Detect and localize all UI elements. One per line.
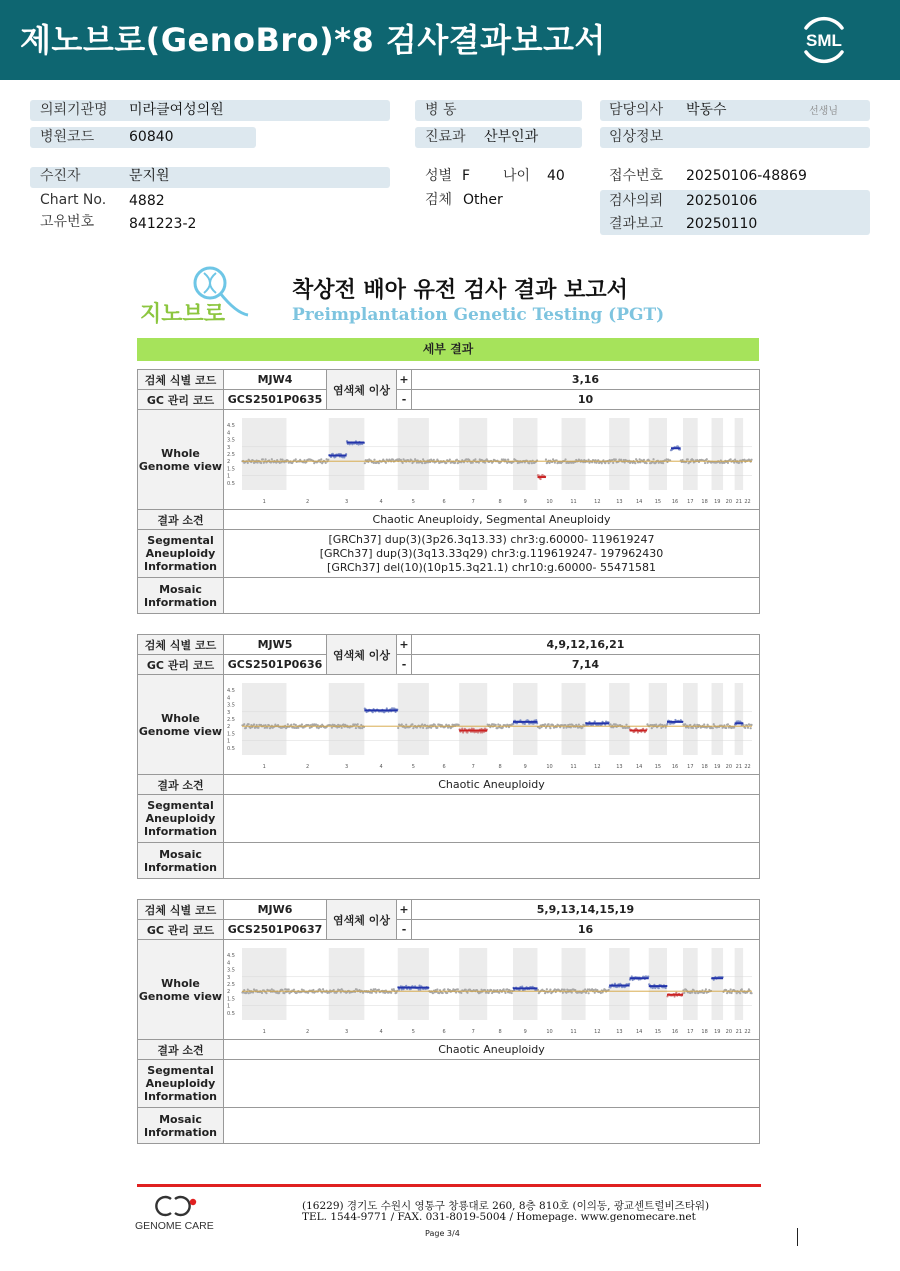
chromosome-label: 3 bbox=[344, 763, 349, 770]
chromosome-label: 5 bbox=[411, 1028, 415, 1035]
chromosome-label: 2 bbox=[306, 1028, 310, 1035]
gc-code-label: GC 관리 코드 bbox=[138, 390, 224, 410]
chromosome-label: 18 bbox=[701, 498, 708, 505]
report-title: 착상전 배아 유전 검사 결과 보고서 bbox=[292, 278, 628, 303]
receipt-value: 20250106-48869 bbox=[686, 168, 807, 184]
chromosome-label: 21 bbox=[735, 763, 743, 770]
request-date-label: 검사의뢰 bbox=[609, 193, 664, 209]
specimen-value: Other bbox=[463, 192, 503, 208]
whole-genome-label: Whole Genome view bbox=[138, 940, 224, 1040]
finding-label: 결과 소견 bbox=[138, 510, 224, 530]
minus-sign: - bbox=[397, 390, 412, 410]
chromosome-band bbox=[562, 948, 586, 1020]
chromosome-label: 12 bbox=[594, 498, 601, 505]
y-tick-label: 4.5 bbox=[227, 687, 235, 694]
chromosome-label: 11 bbox=[570, 1028, 577, 1035]
y-tick-label: 4.5 bbox=[227, 952, 235, 959]
chromosome-label: 7 bbox=[471, 498, 475, 505]
chromosome-label: 6 bbox=[442, 763, 446, 770]
chromosome-band bbox=[329, 683, 365, 755]
loss-chromosomes: 16 bbox=[412, 920, 760, 940]
chromosome-band bbox=[513, 683, 537, 755]
chromosome-band bbox=[398, 683, 429, 755]
chart-no-value: 4882 bbox=[129, 193, 165, 209]
y-tick-label: 1 bbox=[227, 1003, 231, 1010]
chromosome-label: 19 bbox=[714, 763, 721, 770]
report-subtitle: Preimplantation Genetic Testing (PGT) bbox=[292, 305, 665, 325]
header-bar bbox=[0, 0, 900, 80]
chromosome-band bbox=[712, 683, 724, 755]
y-tick-label: 2 bbox=[227, 988, 231, 995]
chromosome-label: 21 bbox=[735, 1028, 743, 1035]
chromosome-label: 1 bbox=[262, 763, 266, 770]
chromosome-band bbox=[562, 418, 586, 490]
y-tick-label: 4 bbox=[227, 429, 231, 436]
footer-contact: TEL. 1544-9771 / FAX. 031-8019-5004 / Homepage. www.genomecare.net bbox=[302, 1211, 696, 1223]
segmental-line: [GRCh37] del(10)(10p15.3q21.1) chr10:g.60000- 55471581 bbox=[327, 560, 656, 574]
segmental-line: [GRCh37] dup(3)(3q13.33q29) chr3:g.119619247- 197962430 bbox=[319, 546, 664, 560]
y-tick-label: 2 bbox=[227, 723, 231, 730]
y-tick-label: 1 bbox=[227, 473, 231, 480]
sex-label: 성별 bbox=[425, 168, 453, 184]
chromosome-label: 20 bbox=[725, 1028, 733, 1035]
chromosome-label: 1 bbox=[262, 1028, 266, 1035]
chromosome-label: 14 bbox=[635, 763, 643, 770]
copy-number-points bbox=[241, 707, 752, 733]
chromosome-label: 22 bbox=[744, 763, 751, 770]
chromosome-label: 10 bbox=[546, 763, 553, 770]
whole-genome-plot bbox=[226, 942, 756, 1038]
text-cursor bbox=[797, 1228, 798, 1246]
chromosome-band bbox=[459, 683, 487, 755]
chromosome-band bbox=[242, 418, 287, 490]
chromosome-label: 6 bbox=[442, 1028, 446, 1035]
mosaic-info bbox=[224, 843, 760, 879]
chromosome-band bbox=[683, 683, 698, 755]
report-header-title: 제노브로(GenoBro)*8 검사결과보고서 bbox=[20, 21, 606, 59]
chromosome-band bbox=[712, 948, 724, 1020]
chromosome-label: 19 bbox=[714, 1028, 721, 1035]
plus-sign: + bbox=[397, 370, 412, 390]
uid-value: 841223-2 bbox=[129, 216, 197, 232]
chromosome-label: 13 bbox=[616, 1028, 623, 1035]
chromosome-band bbox=[513, 418, 537, 490]
chromosome-label: 10 bbox=[546, 498, 553, 505]
chromosome-label: 14 bbox=[635, 498, 643, 505]
chromosome-label: 8 bbox=[498, 498, 502, 505]
y-tick-label: 4 bbox=[227, 694, 231, 701]
chromosome-band bbox=[735, 418, 743, 490]
chromosome-label: 2 bbox=[306, 763, 310, 770]
patient-value: 문지원 bbox=[129, 168, 170, 184]
sample-table bbox=[137, 634, 760, 879]
chromosome-label: 17 bbox=[687, 763, 694, 770]
chromosome-label: 15 bbox=[654, 1028, 662, 1035]
segmental-info bbox=[224, 530, 760, 578]
genobro-logo bbox=[138, 263, 254, 327]
chromosome-label: 5 bbox=[411, 763, 415, 770]
chromosome-band bbox=[609, 683, 629, 755]
y-tick-label: 3 bbox=[227, 444, 231, 451]
sample-table bbox=[137, 899, 760, 1144]
sml-logo-text: SML bbox=[806, 31, 842, 50]
chromosome-band bbox=[735, 948, 743, 1020]
chromosome-label: 9 bbox=[523, 498, 527, 505]
whole-genome-plot bbox=[226, 412, 756, 508]
loss-chromosomes: 7,14 bbox=[412, 655, 760, 675]
genome-care-logo bbox=[135, 1193, 227, 1233]
mosaic-label: Mosaic Information bbox=[138, 1108, 224, 1144]
chromosome-label: 15 bbox=[654, 763, 662, 770]
footer-divider bbox=[137, 1184, 761, 1187]
chromosome-label: 15 bbox=[654, 498, 662, 505]
chromosome-label: 16 bbox=[671, 763, 679, 770]
sample-code-value: MJW4 bbox=[224, 370, 327, 390]
finding-label: 결과 소견 bbox=[138, 775, 224, 795]
y-tick-label: 1.5 bbox=[227, 465, 235, 472]
hospital-code-value: 60840 bbox=[129, 129, 174, 145]
specimen-label: 검체 bbox=[425, 192, 453, 208]
sex-value: F bbox=[462, 168, 471, 184]
age-label: 나이 bbox=[503, 168, 531, 184]
age-value: 40 bbox=[547, 168, 565, 184]
detail-results-header: 세부 결과 bbox=[137, 338, 759, 361]
chromosome-label: 21 bbox=[735, 498, 743, 505]
finding-value: Chaotic Aneuploidy, Segmental Aneuploidy bbox=[224, 510, 760, 530]
y-tick-label: 3 bbox=[227, 974, 231, 981]
chromosome-band bbox=[649, 418, 667, 490]
plus-sign: + bbox=[397, 635, 412, 655]
y-tick-label: 3 bbox=[227, 709, 231, 716]
chromosome-band bbox=[459, 948, 487, 1020]
minus-sign: - bbox=[397, 920, 412, 940]
chromosome-label: 3 bbox=[344, 498, 349, 505]
sample-table bbox=[137, 369, 760, 614]
copy-number-points bbox=[241, 439, 752, 479]
doctor-label: 담당의사 bbox=[609, 102, 664, 118]
chromosome-label: 6 bbox=[442, 498, 446, 505]
chromosome-band bbox=[562, 683, 586, 755]
chrom-abnormality-label: 염색체 이상 bbox=[327, 635, 397, 675]
chromosome-label: 17 bbox=[687, 1028, 694, 1035]
chromosome-band bbox=[683, 948, 698, 1020]
whole-genome-label: Whole Genome view bbox=[138, 410, 224, 510]
ward-label: 병 동 bbox=[425, 102, 457, 118]
chromosome-band bbox=[459, 418, 487, 490]
clinical-label: 임상정보 bbox=[609, 129, 664, 145]
whole-genome-plot bbox=[226, 677, 756, 773]
chromosome-label: 11 bbox=[570, 498, 577, 505]
y-tick-label: 4 bbox=[227, 959, 231, 966]
chromosome-label: 18 bbox=[701, 1028, 708, 1035]
receipt-label: 접수번호 bbox=[609, 168, 664, 184]
chromosome-band bbox=[735, 683, 743, 755]
chromosome-band bbox=[242, 948, 287, 1020]
mosaic-label: Mosaic Information bbox=[138, 578, 224, 614]
chromosome-band bbox=[513, 948, 537, 1020]
gc-code-value: GCS2501P0637 bbox=[224, 920, 327, 940]
chromosome-label: 20 bbox=[725, 498, 733, 505]
chromosome-label: 13 bbox=[616, 498, 623, 505]
chromosome-label: 3 bbox=[344, 1028, 349, 1035]
gain-chromosomes: 3,16 bbox=[412, 370, 760, 390]
plus-sign: + bbox=[397, 900, 412, 920]
chromosome-band bbox=[712, 418, 724, 490]
chart-no-label: Chart No. bbox=[40, 192, 107, 208]
doctor-suffix: 선생님 bbox=[809, 106, 838, 117]
genobro-logo-text: 지노브로 bbox=[140, 302, 226, 327]
chromosome-label: 7 bbox=[471, 763, 475, 770]
chromosome-label: 14 bbox=[635, 1028, 643, 1035]
dept-label: 진료과 bbox=[425, 129, 466, 145]
chromosome-label: 4 bbox=[379, 763, 383, 770]
chromosome-label: 11 bbox=[570, 763, 577, 770]
gc-code-label: GC 관리 코드 bbox=[138, 655, 224, 675]
y-tick-label: 2.5 bbox=[227, 451, 235, 458]
chromosome-band bbox=[609, 418, 629, 490]
segmental-label: Segmental Aneuploidy Information bbox=[138, 1060, 224, 1108]
chrom-abnormality-label: 염색체 이상 bbox=[327, 900, 397, 940]
report-date-label: 결과보고 bbox=[609, 216, 664, 232]
gain-chromosomes: 4,9,12,16,21 bbox=[412, 635, 760, 655]
chromosome-label: 9 bbox=[523, 1028, 527, 1035]
y-tick-label: 3.5 bbox=[227, 967, 235, 974]
segmental-info bbox=[224, 795, 760, 843]
y-tick-label: 3.5 bbox=[227, 437, 235, 444]
segmental-label: Segmental Aneuploidy Information bbox=[138, 795, 224, 843]
chromosome-label: 22 bbox=[744, 1028, 751, 1035]
patient-label: 수진자 bbox=[40, 168, 81, 184]
loss-chromosomes: 10 bbox=[412, 390, 760, 410]
minus-sign: - bbox=[397, 655, 412, 675]
mosaic-info bbox=[224, 578, 760, 614]
chromosome-band bbox=[649, 948, 667, 1020]
hospital-code-label: 병원코드 bbox=[40, 129, 95, 145]
finding-label: 결과 소견 bbox=[138, 1040, 224, 1060]
segmental-line: [GRCh37] dup(3)(3p26.3q13.33) chr3:g.60000- 119619247 bbox=[328, 532, 655, 546]
chromosome-label: 16 bbox=[671, 498, 679, 505]
gc-code-value: GCS2501P0635 bbox=[224, 390, 327, 410]
y-tick-label: 3.5 bbox=[227, 702, 235, 709]
chromosome-label: 4 bbox=[379, 498, 383, 505]
request-date-value: 20250106 bbox=[686, 193, 758, 209]
y-tick-label: 2.5 bbox=[227, 716, 235, 723]
finding-value: Chaotic Aneuploidy bbox=[224, 1040, 760, 1060]
mosaic-info bbox=[224, 1108, 760, 1144]
chromosome-label: 18 bbox=[701, 763, 708, 770]
gc-code-value: GCS2501P0636 bbox=[224, 655, 327, 675]
chromosome-label: 4 bbox=[379, 1028, 383, 1035]
chromosome-label: 19 bbox=[714, 498, 721, 505]
chromosome-label: 16 bbox=[671, 1028, 679, 1035]
y-tick-label: 1 bbox=[227, 738, 231, 745]
genome-care-text: GENOME CARE bbox=[135, 1220, 214, 1232]
chromosome-band bbox=[649, 683, 667, 755]
chromosome-label: 10 bbox=[546, 1028, 553, 1035]
sample-code-label: 검체 식별 코드 bbox=[138, 370, 224, 390]
institution-value: 미라클여성의원 bbox=[129, 102, 224, 118]
chromosome-label: 12 bbox=[594, 1028, 601, 1035]
chromosome-band bbox=[398, 418, 429, 490]
dept-value: 산부인과 bbox=[484, 129, 539, 145]
chromosome-label: 13 bbox=[616, 763, 623, 770]
y-tick-label: 0.5 bbox=[227, 745, 235, 752]
chrom-abnormality-label: 염색체 이상 bbox=[327, 370, 397, 410]
y-tick-label: 0.5 bbox=[227, 480, 235, 487]
chromosome-label: 17 bbox=[687, 498, 694, 505]
y-tick-label: 2 bbox=[227, 458, 231, 465]
chromosome-label: 2 bbox=[306, 498, 310, 505]
chromosome-label: 12 bbox=[594, 763, 601, 770]
chromosome-label: 20 bbox=[725, 763, 733, 770]
y-tick-label: 2.5 bbox=[227, 981, 235, 988]
sml-logo bbox=[796, 14, 852, 66]
chromosome-band bbox=[329, 948, 365, 1020]
doctor-value: 박동수 bbox=[686, 102, 727, 118]
whole-genome-cell bbox=[224, 940, 760, 1040]
segmental-label: Segmental Aneuploidy Information bbox=[138, 530, 224, 578]
finding-value: Chaotic Aneuploidy bbox=[224, 775, 760, 795]
sample-code-label: 검체 식별 코드 bbox=[138, 635, 224, 655]
y-tick-label: 0.5 bbox=[227, 1010, 235, 1017]
y-tick-label: 1.5 bbox=[227, 730, 235, 737]
whole-genome-cell bbox=[224, 410, 760, 510]
sample-code-value: MJW5 bbox=[224, 635, 327, 655]
y-tick-label: 4.5 bbox=[227, 422, 235, 429]
whole-genome-label: Whole Genome view bbox=[138, 675, 224, 775]
patient-row-bg bbox=[30, 167, 390, 188]
gain-chromosomes: 5,9,13,14,15,19 bbox=[412, 900, 760, 920]
institution-label: 의뢰기관명 bbox=[40, 102, 108, 118]
segmental-info bbox=[224, 1060, 760, 1108]
page-number: Page 3/4 bbox=[425, 1229, 460, 1238]
chromosome-label: 1 bbox=[262, 498, 266, 505]
whole-genome-cell bbox=[224, 675, 760, 775]
chromosome-label: 8 bbox=[498, 1028, 502, 1035]
report-date-value: 20250110 bbox=[686, 216, 758, 232]
sample-code-label: 검체 식별 코드 bbox=[138, 900, 224, 920]
chromosome-label: 5 bbox=[411, 498, 415, 505]
chromosome-label: 9 bbox=[523, 763, 527, 770]
mosaic-label: Mosaic Information bbox=[138, 843, 224, 879]
chromosome-label: 22 bbox=[744, 498, 751, 505]
uid-label: 고유번호 bbox=[40, 214, 95, 230]
chromosome-band bbox=[242, 683, 287, 755]
chromosome-band bbox=[683, 418, 698, 490]
gc-code-label: GC 관리 코드 bbox=[138, 920, 224, 940]
chromosome-label: 8 bbox=[498, 763, 502, 770]
footer-address: (16229) 경기도 수원시 영통구 창룡대로 260, 8층 810호 (이의동, 광교센트럴비즈타워) bbox=[302, 1200, 710, 1212]
sample-code-value: MJW6 bbox=[224, 900, 327, 920]
chromosome-band bbox=[398, 948, 429, 1020]
y-tick-label: 1.5 bbox=[227, 995, 235, 1002]
chromosome-label: 7 bbox=[471, 1028, 475, 1035]
